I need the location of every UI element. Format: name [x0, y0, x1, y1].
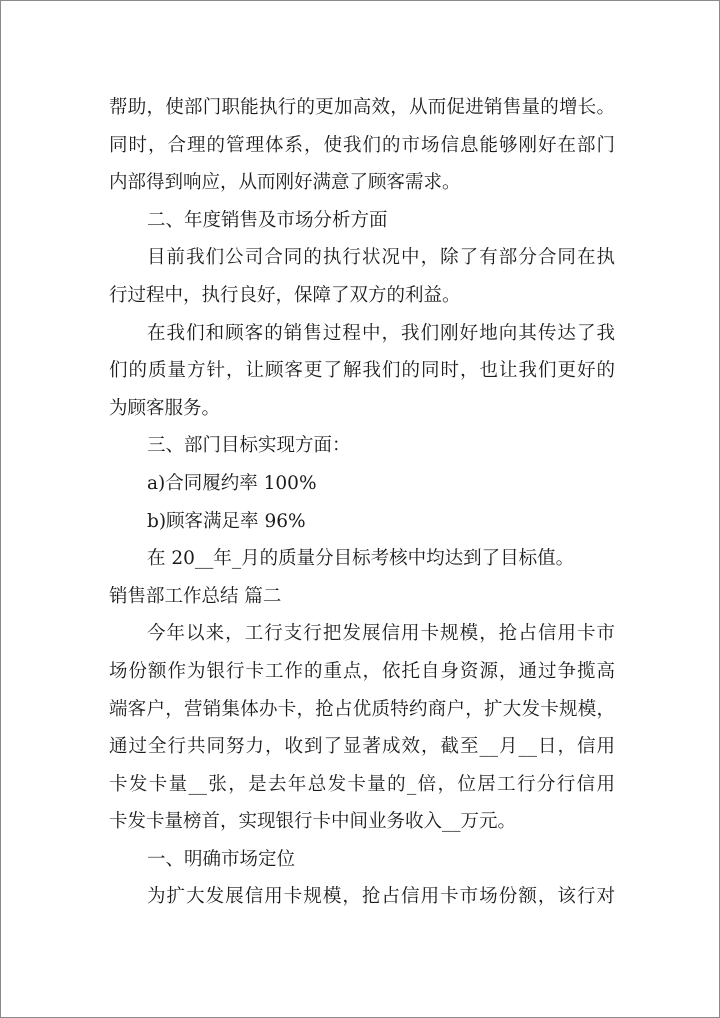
text-line: 通过全行共同努力，收到了显著成效，截至__月__日，信用	[109, 736, 615, 758]
text-line: 们的质量方针，让顾客更了解我们的同时，也让我们更好的	[109, 360, 615, 382]
text-line: 目前我们公司合同的执行状况中，除了有部分合同在执	[147, 247, 615, 269]
text-line: 在我们和顾客的销售过程中，我们刚好地向其传达了我	[147, 322, 615, 344]
text-line: 卡发卡量__张，是去年总发卡量的_倍，位居工行分行信用	[109, 773, 615, 795]
text-line: 帮助，使部门职能执行的更加高效，从而促进销售量的增长。	[109, 97, 615, 118]
text-line: 行过程中，执行良好，保障了双方的利益。	[109, 284, 461, 306]
document-title: 销售部工作总结 篇二	[109, 585, 282, 607]
document-body	[109, 89, 615, 916]
section-heading: 一、明确市场定位	[147, 848, 296, 870]
section-heading: 二、年度销售及市场分析方面	[147, 209, 388, 231]
text-line: 同时，合理的管理体系，使我们的市场信息能够刚好在部门	[109, 134, 615, 156]
text-line: 内部得到响应，从而刚好满意了顾客需求。	[109, 172, 461, 194]
section-heading: 三、部门目标实现方面：	[147, 435, 351, 457]
text-line: 卡发卡量榜首，实现银行卡中间业务收入__万元。	[109, 811, 517, 833]
text-line: 为顾客服务。	[109, 397, 221, 419]
text-line: 今年以来，工行支行把发展信用卡规模，抢占信用卡市	[147, 623, 615, 645]
text-line: 端客户，营销集体办卡，抢占优质特约商户，扩大发卡规模，	[109, 698, 615, 720]
text-line: 在 20__年_月的质量分目标考核中均达到了目标值。	[147, 548, 575, 570]
text-line: 场份额作为银行卡工作的重点，依托自身资源，通过争揽高	[109, 660, 615, 682]
list-item: a)合同履约率 100%	[147, 472, 317, 494]
list-item: b)顾客满足率 96%	[147, 510, 306, 532]
text-line: 为扩大发展信用卡规模，抢占信用卡市场份额，该行对	[147, 886, 615, 908]
